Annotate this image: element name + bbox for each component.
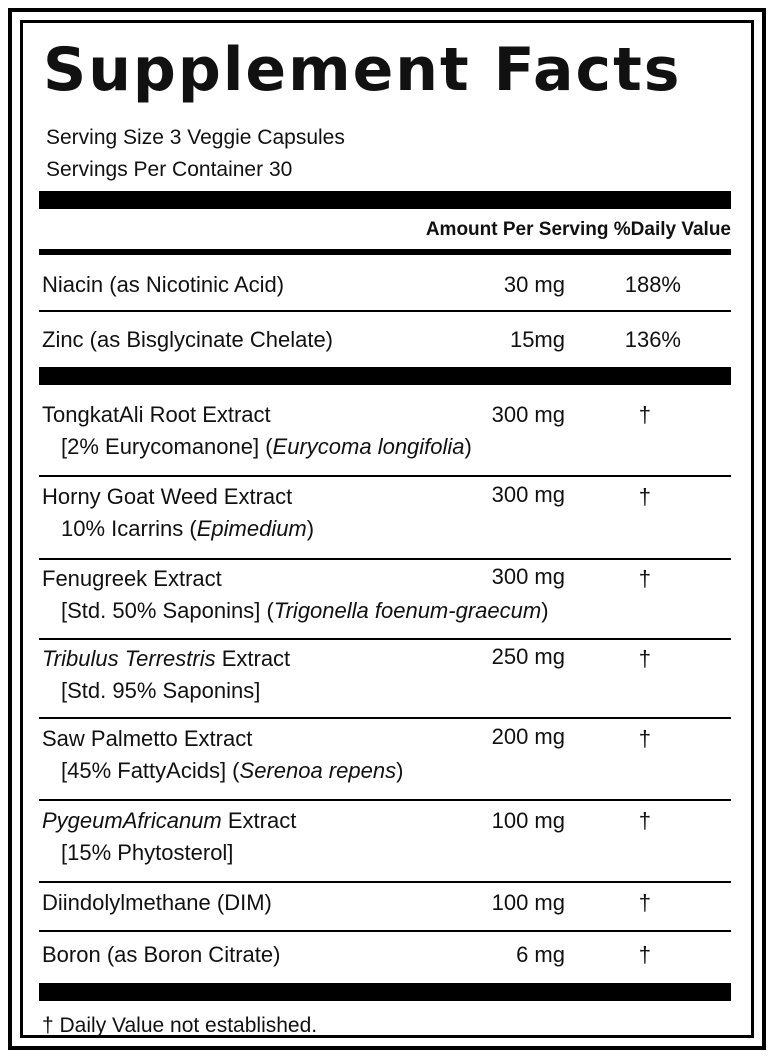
daily-value-header: %Daily Value <box>613 219 731 240</box>
ingredient-name: Diindolylmethane (DIM) <box>42 890 272 915</box>
row-divider <box>39 558 731 560</box>
dagger-mark: † <box>638 726 651 751</box>
supplement-facts-panel <box>39 23 731 1035</box>
nutrient-amount: 15mg <box>509 327 565 352</box>
row-divider <box>39 310 731 312</box>
dagger-mark: † <box>638 808 651 833</box>
thick-divider <box>39 367 731 385</box>
ingredient-detail: [Std. 95% Saponins] <box>61 678 261 703</box>
ingredient-name: PygeumAfricanum Extract <box>42 808 297 833</box>
ingredient-detail: [2% Eurycomanone] (Eurycoma longifolia) <box>61 434 472 459</box>
ingredient-name: Tribulus Terrestris Extract <box>42 646 291 671</box>
nutrient-daily-value: 188% <box>624 272 681 297</box>
ingredient-detail: 10% Icarrins (Epimedium) <box>61 516 315 541</box>
ingredient-amount: 6 mg <box>516 942 565 967</box>
ingredient-amount: 300 mg <box>491 564 565 589</box>
ingredient-detail: [45% FattyAcids] (Serenoa repens) <box>61 758 404 783</box>
ingredient-name: Fenugreek Extract <box>42 566 222 591</box>
ingredient-detail: [Std. 50% Saponins] (Trigonella foenum-graecum) <box>61 598 549 623</box>
ingredient-detail: [15% Phytosterol] <box>61 840 234 865</box>
ingredient-amount: 300 mg <box>491 402 565 427</box>
row-divider <box>39 638 731 640</box>
row-divider <box>39 881 731 883</box>
dagger-mark: † <box>638 890 651 915</box>
ingredient-amount: 100 mg <box>491 808 565 833</box>
panel-title: Supplement Facts <box>43 35 682 105</box>
ingredient-amount: 250 mg <box>491 644 565 669</box>
ingredient-amount: 100 mg <box>491 890 565 915</box>
ingredient-name: TongkatAli Root Extract <box>42 402 271 427</box>
dagger-mark: † <box>638 402 651 427</box>
serving-size: Serving Size 3 Veggie Capsules <box>46 126 345 149</box>
row-divider <box>39 930 731 932</box>
ingredient-name: Horny Goat Weed Extract <box>42 484 293 509</box>
amount-header: Amount Per Serving <box>425 219 609 240</box>
dagger-mark: † <box>638 646 651 671</box>
dagger-mark: † <box>638 942 651 967</box>
ingredient-amount: 300 mg <box>491 482 565 507</box>
ingredient-name: Boron (as Boron Citrate) <box>42 942 281 967</box>
dagger-mark: † <box>638 484 651 509</box>
nutrient-name: Zinc (as Bisglycinate Chelate) <box>42 327 334 352</box>
row-divider <box>39 475 731 477</box>
label-outer-border <box>8 8 766 1050</box>
ingredient-name: Saw Palmetto Extract <box>42 726 253 751</box>
thick-divider <box>39 983 731 1001</box>
medium-divider <box>39 249 731 255</box>
footnote: † Daily Value not established. <box>42 1014 318 1037</box>
column-header <box>426 218 731 242</box>
row-divider <box>39 717 731 719</box>
servings-per-container: Servings Per Container 30 <box>46 158 293 181</box>
row-divider <box>39 799 731 801</box>
nutrient-amount: 30 mg <box>503 272 565 297</box>
label-inner-border <box>20 20 754 1038</box>
nutrient-daily-value: 136% <box>624 327 681 352</box>
dagger-mark: † <box>638 566 651 591</box>
ingredient-amount: 200 mg <box>491 724 565 749</box>
nutrient-name: Niacin (as Nicotinic Acid) <box>42 272 285 297</box>
thick-divider <box>39 191 731 209</box>
